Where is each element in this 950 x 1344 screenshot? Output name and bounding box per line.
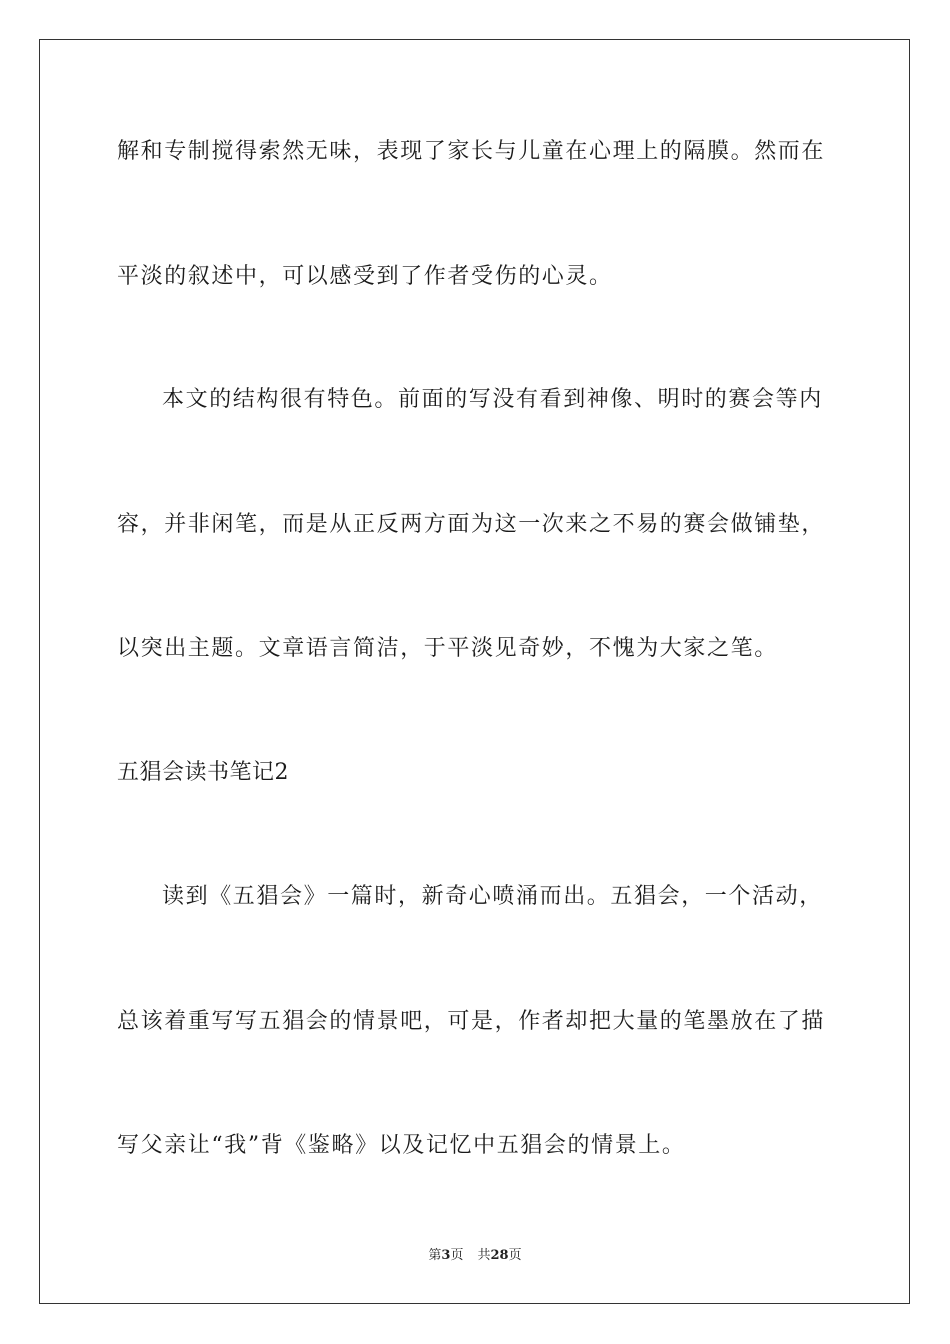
paragraph-line: 写父亲让“我”背《鉴略》以及记忆中五猖会的情景上。 <box>117 1133 686 1158</box>
page-border <box>39 39 910 1304</box>
paragraph-line: 总该着重写写五猖会的情景吧，可是，作者却把大量的笔墨放在了描 <box>117 1009 826 1034</box>
page-footer <box>0 1247 950 1265</box>
paragraph-line: 解和专制搅得索然无味，表现了家长与儿童在心理上的隔膜。然而在 <box>117 139 826 164</box>
footer-page-prefix: 第 <box>428 1248 442 1263</box>
paragraph-line: 平淡的叙述中，可以感受到了作者受伤的心灵。 <box>117 264 613 289</box>
footer-page-total: 28 <box>490 1248 509 1263</box>
section-heading: 五猖会读书笔记2 <box>117 760 289 785</box>
footer-total-prefix: 共 <box>477 1248 491 1263</box>
footer-page-unit: 页 <box>450 1248 464 1263</box>
paragraph-line: 读到《五猖会》一篇时，新奇心喷涌而出。五猖会，一个活动， <box>162 884 823 909</box>
footer-total-unit: 页 <box>508 1248 522 1263</box>
paragraph-line: 本文的结构很有特色。前面的写没有看到神像、明时的赛会等内 <box>162 387 823 412</box>
paragraph-line: 以突出主题。文章语言简洁，于平淡见奇妙，不愧为大家之笔。 <box>117 636 778 661</box>
footer-page-current: 3 <box>441 1248 451 1263</box>
paragraph-line: 容，并非闲笔，而是从正反两方面为这一次来之不易的赛会做铺垫， <box>117 512 826 537</box>
